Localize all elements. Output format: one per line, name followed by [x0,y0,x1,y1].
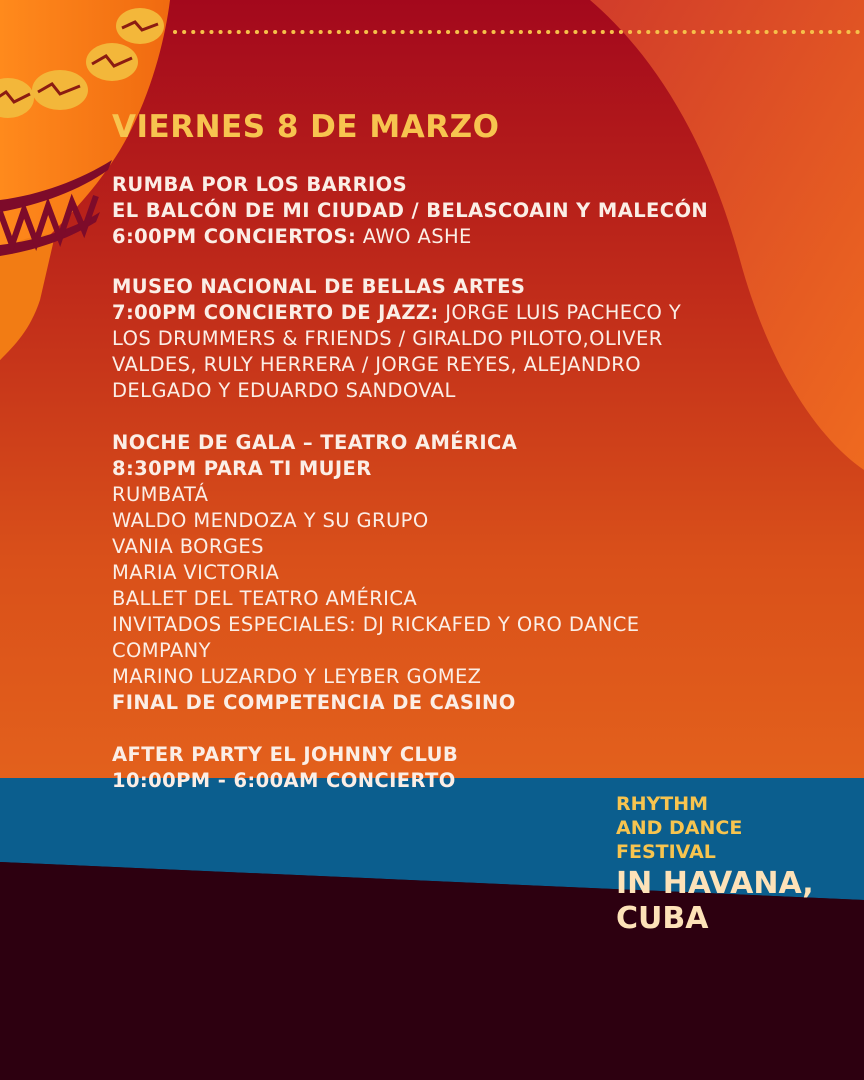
festival-name-line: AND DANCE [616,817,743,839]
event-museo-time: 7:00PM CONCIERTO DE JAZZ: [112,301,439,324]
festival-name-line: FESTIVAL [616,841,716,863]
event-museo [112,274,681,404]
event-gala-performer: RUMBATÁ [112,483,209,506]
event-museo-time-line [112,300,681,326]
event-rumba-title: RUMBA POR LOS BARRIOS [112,173,408,196]
event-rumba [112,172,708,250]
event-gala-time: 8:30PM PARA TI MUJER [112,457,372,480]
event-afterparty-title: AFTER PARTY EL JOHNNY CLUB [112,743,459,766]
event-gala-performer: COMPANY [112,639,211,662]
festival-location [616,866,814,936]
event-museo-line: DELGADO Y EDUARDO SANDOVAL [112,379,456,402]
festival-location-line: IN HAVANA, [616,866,814,901]
event-gala-final: FINAL DE COMPETENCIA DE CASINO [112,691,516,714]
event-gala-performer: INVITADOS ESPECIALES: DJ RICKAFED Y ORO DANCE [112,613,640,636]
event-rumba-performer: AWO ASHE [356,225,472,248]
festival-location-line: CUBA [616,901,709,936]
event-rumba-time-line [112,224,708,250]
festival-name [616,792,742,864]
festival-name-line: RHYTHM [616,793,709,815]
event-gala [112,430,639,716]
event-museo-line: LOS DRUMMERS & FRIENDS / GIRALDO PILOTO,OLIVER [112,327,663,350]
event-gala-title: NOCHE DE GALA – TEATRO AMÉRICA [112,431,518,454]
event-museo-line: VALDES, RULY HERRERA / JORGE REYES, ALEJANDRO [112,353,642,376]
event-museo-performers: JORGE LUIS PACHECO Y [438,301,682,324]
event-rumba-time: 6:00PM CONCIERTOS: [112,225,357,248]
page-title: VIERNES 8 DE MARZO [112,109,500,145]
event-gala-performer: VANIA BORGES [112,535,264,558]
event-gala-performer: MARINO LUZARDO Y LEYBER GOMEZ [112,665,482,688]
event-museo-title: MUSEO NACIONAL DE BELLAS ARTES [112,275,526,298]
event-gala-performer: BALLET DEL TEATRO AMÉRICA [112,587,418,610]
event-afterparty-time: 10:00PM - 6:00AM CONCIERTO [112,769,456,792]
event-rumba-venue: EL BALCÓN DE MI CIUDAD / BELASCOAIN Y MALECÓN [112,199,709,222]
event-gala-performer: WALDO MENDOZA Y SU GRUPO [112,509,429,532]
event-afterparty [112,742,458,794]
event-gala-performer: MARIA VICTORIA [112,561,280,584]
